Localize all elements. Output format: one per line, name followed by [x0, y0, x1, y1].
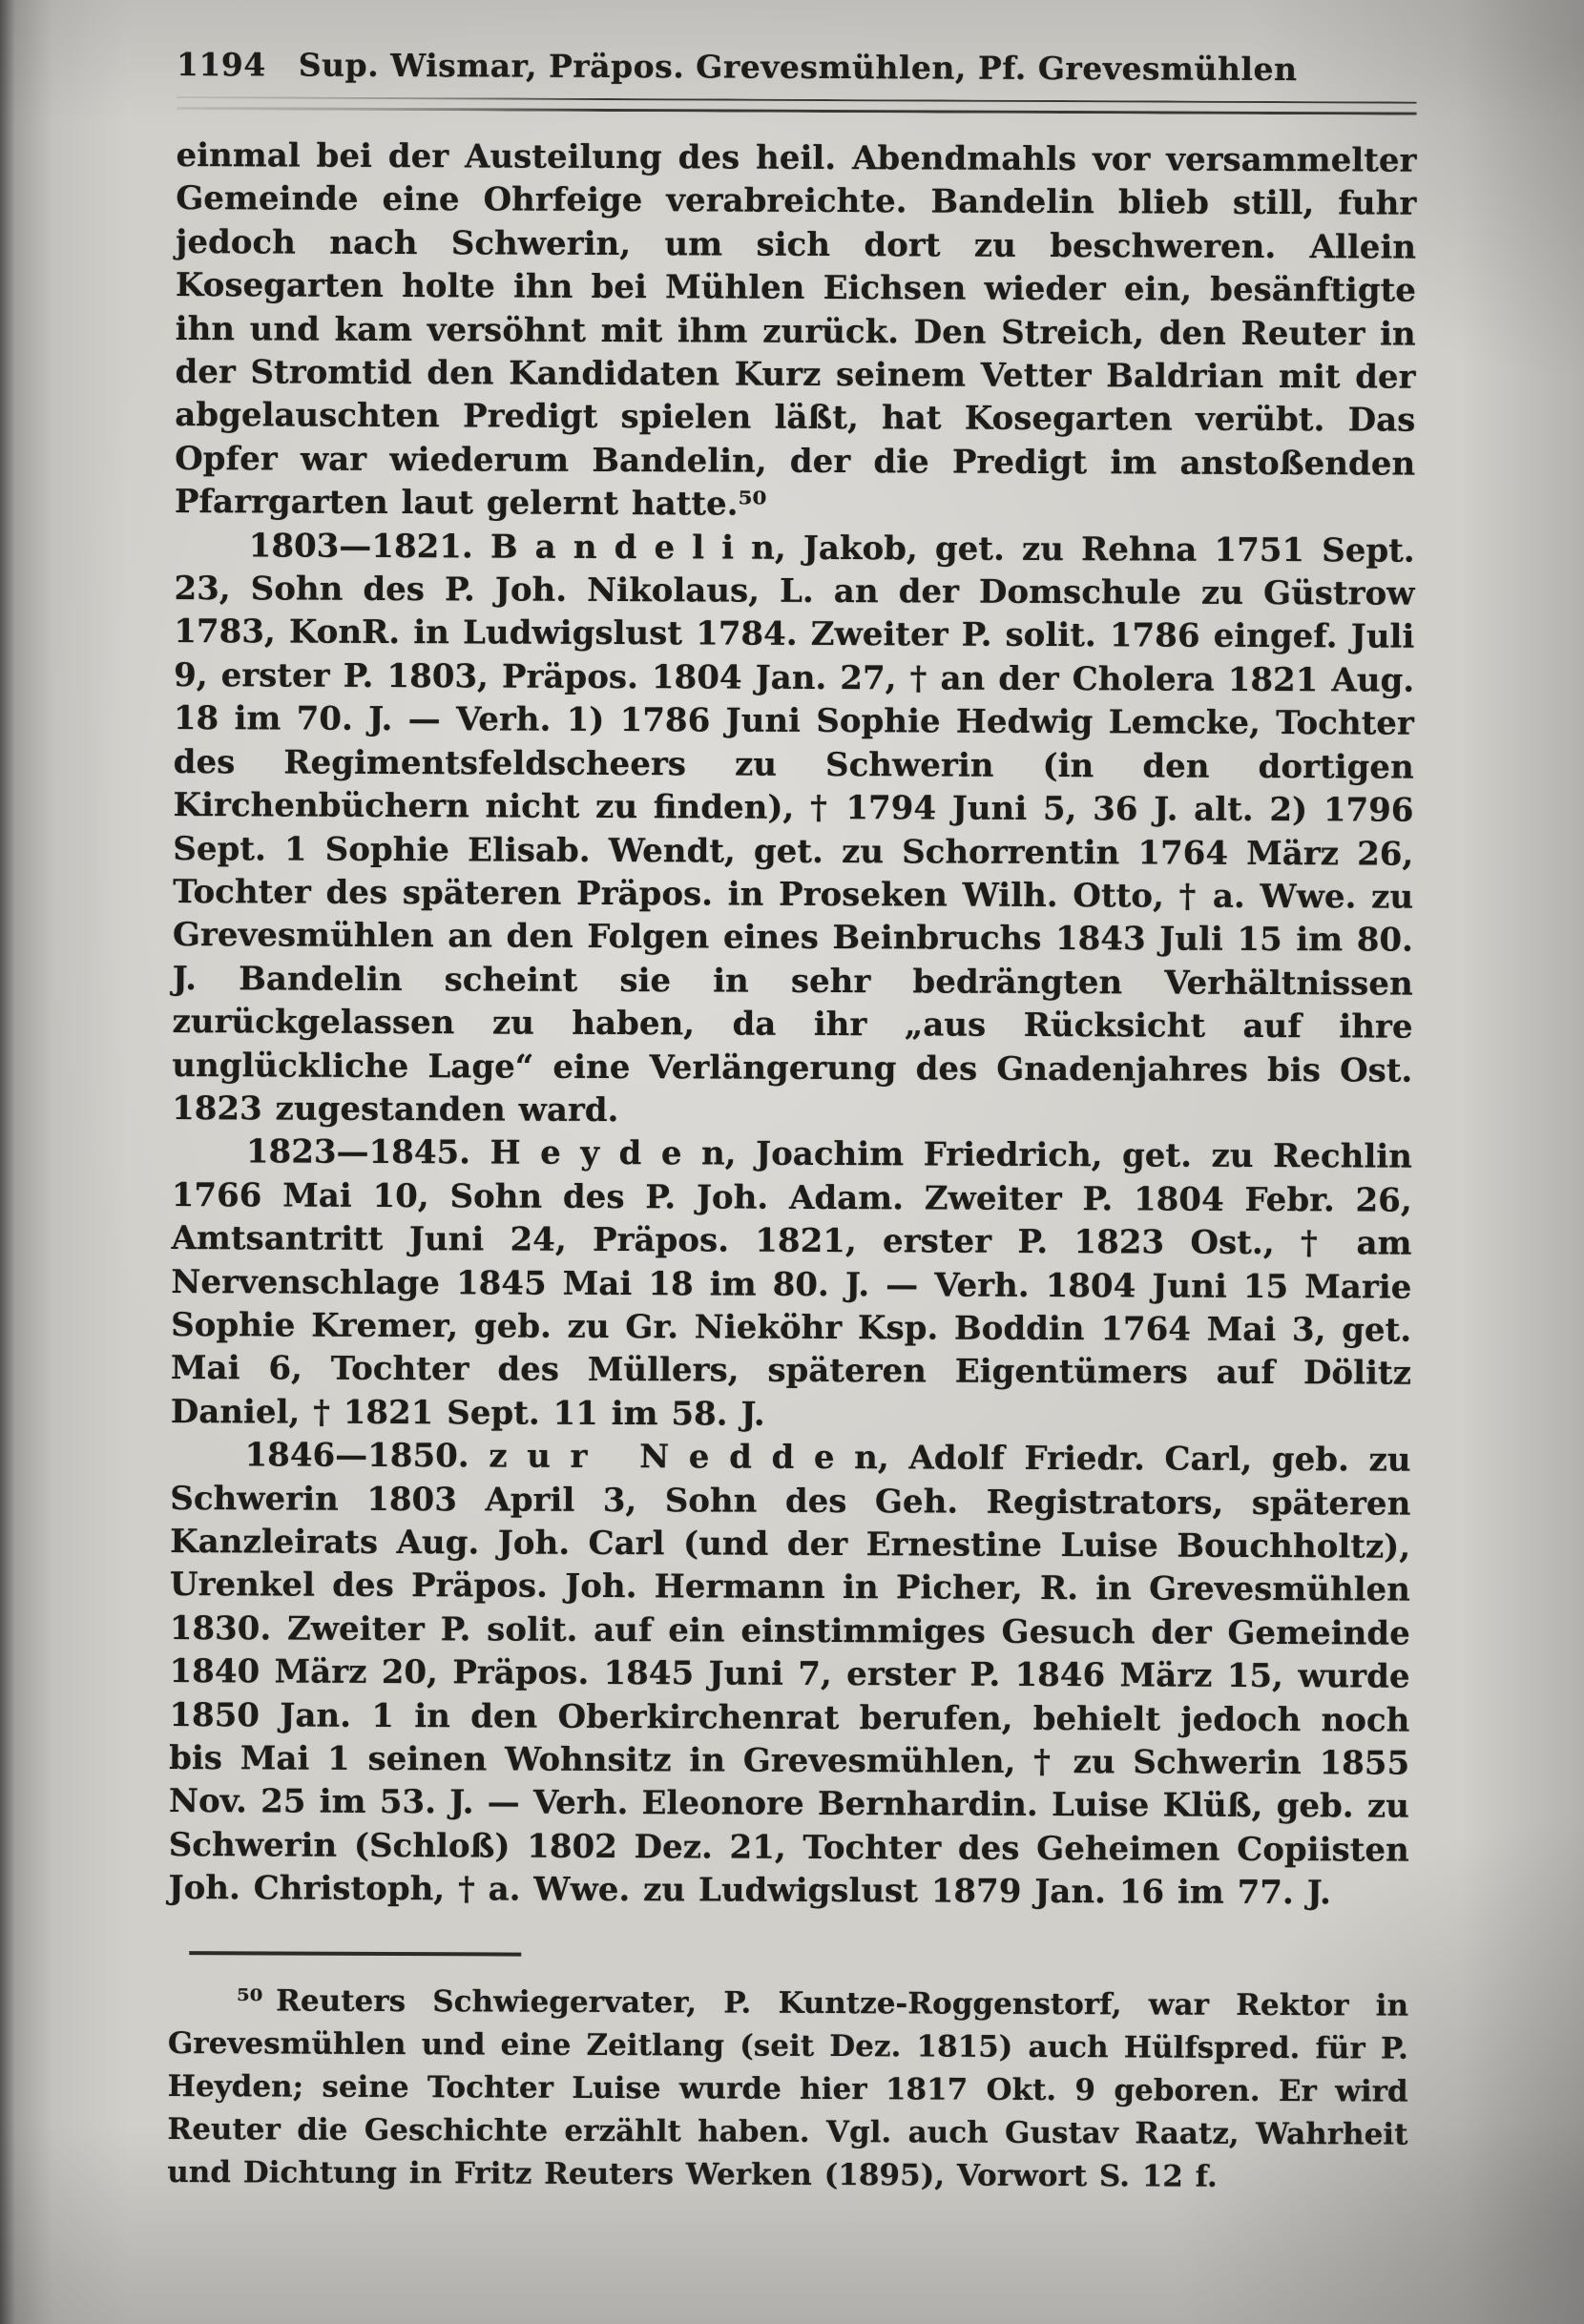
entry-heyden: 1823—1845. H e y d e n, Joachim Friedrich, get. zu Rechlin 1766 Mai 10, Sohn des P. Joh. Adam. Zweiter P. 1804 Febr. 26, Amtsantritt Juni 24, Präpos. 1821, erster P. 1823 Ost., † am Nervenschlage 1845 Mai 18 im 80. J. — Verh. 1804 Juni 15 Marie Sophie Kremer, geb. zu Gr. Nieköhr Ksp. Boddin 1764 Mai 3, get. Mai 6, Tochter des Müllers, späteren Eigentümers auf Dölitz Daniel, † 1821 Sept. 11 im 58. J.: [170, 1132, 1413, 1434]
footnote-marker: ⁵⁰: [236, 1982, 263, 2019]
body-text: [168, 135, 1416, 1916]
entry-zur-nedden: 1846—1850. z u r N e d d e n, Adolf Friedr. Carl, geb. zu Schwerin 1803 April 3, Sohn des Geh. Registrators, späteren Kanzleirats Aug. Joh. Carl (und der Ernestine Luise Bouchholtz), Urenkel des Präpos. Joh. Hermann in Picher, R. in Grevesmühlen 1830. Zweiter P. solit. auf ein einstimmiges Gesuch der Gemeinde 1840 März 20, Präpos. 1845 Juni 7, erster P. 1846 März 15, wurde 1850 Jan. 1 in den Oberkirchenrat berufen, behielt jedoch noch bis Mai 1 seinen Wohnsitz in Grevesmühlen, † zu Schwerin 1855 Nov. 25 im 53. J. — Verh. Eleonore Bernhardin. Luise Klüß, geb. zu Schwerin (Schloß) 1802 Dez. 21, Tochter des Geheimen Copiisten Joh. Christoph, † a. Wwe. zu Ludwigslust 1879 Jan. 16 im 77. J.: [168, 1436, 1411, 1913]
page-number: 1194: [176, 46, 266, 84]
footnote: [167, 1980, 1408, 2200]
page-content: [167, 46, 1417, 2229]
header-rule: [177, 96, 1417, 115]
footnote-rule: [189, 1951, 521, 1957]
running-header: [177, 46, 1417, 89]
running-header-title: Sup. Wismar, Präpos. Grevesmühlen, Pf. Grevesmühlen: [298, 46, 1298, 89]
footnote-text: Reuters Schwiegervater, P. Kuntze-Roggenstorf, war Rektor in Grevesmühlen und eine Zeitlang (seit Dez. 1815) auch Hülfspred. für P. Heyden; seine Tochter Luise wurde hier 1817 Okt. 9 geboren. Er wird Reuter die Geschichte erzählt haben. Vgl. auch Gustav Raatz, Wahrheit und Dichtung in Fritz Reuters Werken (1895), Vorwort S. 12 f.: [167, 1983, 1409, 2194]
paragraph-continuation: einmal bei der Austeilung des heil. Abendmahls vor versammelter Gemeinde eine Ohrfeige verabreichte. Bandelin blieb still, fuhr jedoch nach Schwerin, um sich dort zu beschweren. Allein Kosegarten holte ihn bei Mühlen Eichsen wieder ein, besänftigte ihn und kam versöhnt mit ihm zurück. Den Streich, den Reuter in der Stromtid den Kandidaten Kurz seinem Vetter Baldrian mit der abgelauschten Predigt spielen läßt, hat Kosegarten verübt. Das Opfer war wiederum Bandelin, der die Predigt im anstoßenden Pfarrgarten laut gelernt hatte.⁵⁰: [174, 135, 1417, 524]
entry-bandelin: 1803—1821. B a n d e l i n, Jakob, get. zu Rehna 1751 Sept. 23, Sohn des P. Joh. Nikolaus, L. an der Domschule zu Güstrow 1783, KonR. in Ludwigslust 1784. Zweiter P. solit. 1786 eingef. Juli 9, erster P. 1803, Präpos. 1804 Jan. 27, † an der Cholera 1821 Aug. 18 im 70. J. — Verh. 1) 1786 Juni Sophie Hedwig Lemcke, Tochter des Regimentsfeldscheers zu Schwerin (in den dortigen Kirchenbüchern nicht zu finden), † 1794 Juni 5, 36 J. alt. 2) 1796 Sept. 1 Sophie Elisab. Wendt, get. zu Schorrentin 1764 März 26, Tochter des späteren Präpos. in Proseken Wilh. Otto, † a. Wwe. zu Grevesmühlen an den Folgen eines Beinbruchs 1843 Juli 15 im 80. J. Bandelin scheint sie in sehr bedrängten Verhältnissen zurückgelassen zu haben, da ihr „aus Rücksicht auf ihre unglückliche Lage“ eine Verlängerung des Gnadenjahres bis Ost. 1823 zugestanden ward.: [172, 526, 1415, 1130]
